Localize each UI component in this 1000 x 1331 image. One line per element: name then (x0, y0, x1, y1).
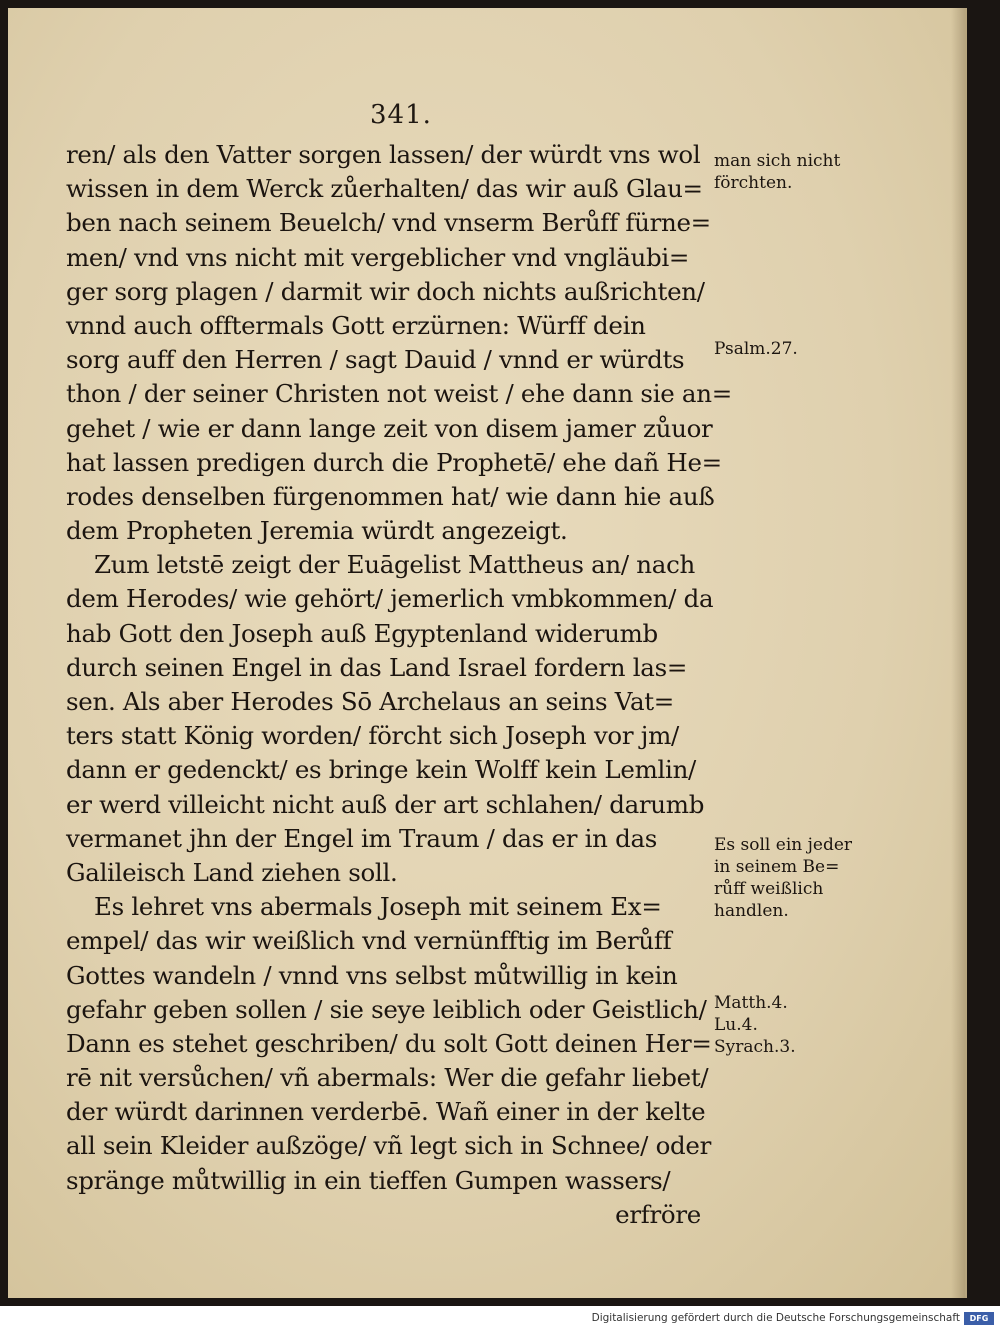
margin-note-line: Lu.4. (714, 1015, 758, 1035)
text-line: dann er gedenckt/ es bringe kein Wolff kein Lemlin/ (66, 755, 697, 785)
text-line: ren/ als den Vatter sorgen lassen/ der würdt vns wol (66, 140, 701, 169)
text-line: empel/ das wir weißlich vnd vernünfftig im Berůff (66, 926, 672, 956)
text-line: durch seinen Engel in das Land Israel fordern las= (66, 652, 688, 682)
margin-note-line: handlen. (714, 901, 789, 921)
text-line: rodes denselben fürgenommen hat/ wie dann hie auß (66, 481, 715, 511)
dfg-logo-icon: DFG (964, 1312, 994, 1325)
text-line: dem Propheten Jeremia würdt angezeigt. (66, 516, 568, 546)
text-line: Zum letstē zeigt der Euāgelist Mattheus an/ nach (94, 550, 695, 580)
margin-note (714, 992, 864, 1058)
margin-note (714, 150, 864, 194)
text-line: gefahr geben sollen / sie seye leiblich oder Geistlich/ (66, 994, 707, 1024)
text-line: vnnd auch offtermals Gott erzürnen: Würff dein (66, 310, 646, 340)
text-line: ger sorg plagen / darmit wir doch nichts außrichten/ (66, 276, 705, 306)
funding-credit: Digitalisierung gefördert durch die Deutsche Forschungsgemeinschaft (591, 1312, 960, 1324)
text-line: spränge můtwillig in ein tieffen Gumpen wassers/ (66, 1165, 671, 1195)
margin-note-line: Syrach.3. (714, 1037, 796, 1057)
text-line: dem Herodes/ wie gehört/ jemerlich vmbkommen/ da (66, 584, 714, 614)
margin-note-line: in seinem Be= (714, 857, 840, 877)
book-page (8, 8, 967, 1298)
body-text (66, 138, 732, 1232)
margin-note-line: růff weißlich (714, 879, 824, 899)
text-line: der würdt darinnen verderbē. Wañ einer in der kelte (66, 1097, 706, 1127)
text-line: Dann es stehet geschriben/ du solt Gott deinen Her= (66, 1028, 712, 1058)
text-line: rē nit versůchen/ vñ abermals: Wer die gefahr liebet/ (66, 1063, 709, 1093)
text-line: sen. Als aber Herodes Sō Archelaus an seins Vat= (66, 687, 675, 716)
text-line: men/ vnd vns nicht mit vergeblicher vnd vngläubi= (66, 242, 690, 272)
text-line: all sein Kleider außzöge/ vñ legt sich in Schnee/ oder (66, 1131, 712, 1161)
text-line: Gottes wandeln / vnnd vns selbst můtwillig in kein (66, 960, 678, 990)
margin-note-line: Matth.4. (714, 993, 788, 1013)
text-line: ters statt König worden/ förcht sich Joseph vor jm/ (66, 721, 679, 751)
text-line: ben nach seinem Beuelch/ vnd vnserm Berůff fürne= (66, 208, 711, 238)
margin-note (714, 834, 864, 922)
margin-note-line: Es soll ein jeder (714, 835, 853, 855)
page-edge-shadow (951, 8, 965, 1298)
catchword: erfröre (615, 1199, 701, 1229)
margin-note-line: förchten. (714, 173, 793, 193)
text-line: gehet / wie er dann lange zeit von disem jamer zůuor (66, 413, 713, 443)
text-line: Galileisch Land ziehen soll. (66, 857, 398, 887)
text-line: hat lassen predigen durch die Prophetē/ ehe dañ He= (66, 447, 722, 477)
text-line: vermanet jhn der Engel im Traum / das er in das (66, 823, 658, 853)
text-line: sorg auff den Herren / sagt Dauid / vnnd er würdts (66, 345, 685, 375)
margin-note-line: man sich nicht (714, 151, 841, 171)
text-line: wissen in dem Werck zůerhalten/ das wir auß Glau= (66, 174, 703, 204)
margin-note-line: Psalm.27. (714, 339, 798, 359)
text-line: Es lehret vns abermals Joseph mit seinem Ex= (94, 892, 662, 922)
text-line: thon / der seiner Christen not weist / ehe dann sie an= (66, 379, 732, 409)
margin-note (714, 338, 864, 360)
text-line: er werd villeicht nicht auß der art schlahen/ darumb (66, 789, 705, 819)
footer-bar (0, 1306, 1000, 1331)
page-number: 341. (370, 100, 432, 130)
text-line: hab Gott den Joseph auß Egyptenland widerumb (66, 618, 658, 648)
